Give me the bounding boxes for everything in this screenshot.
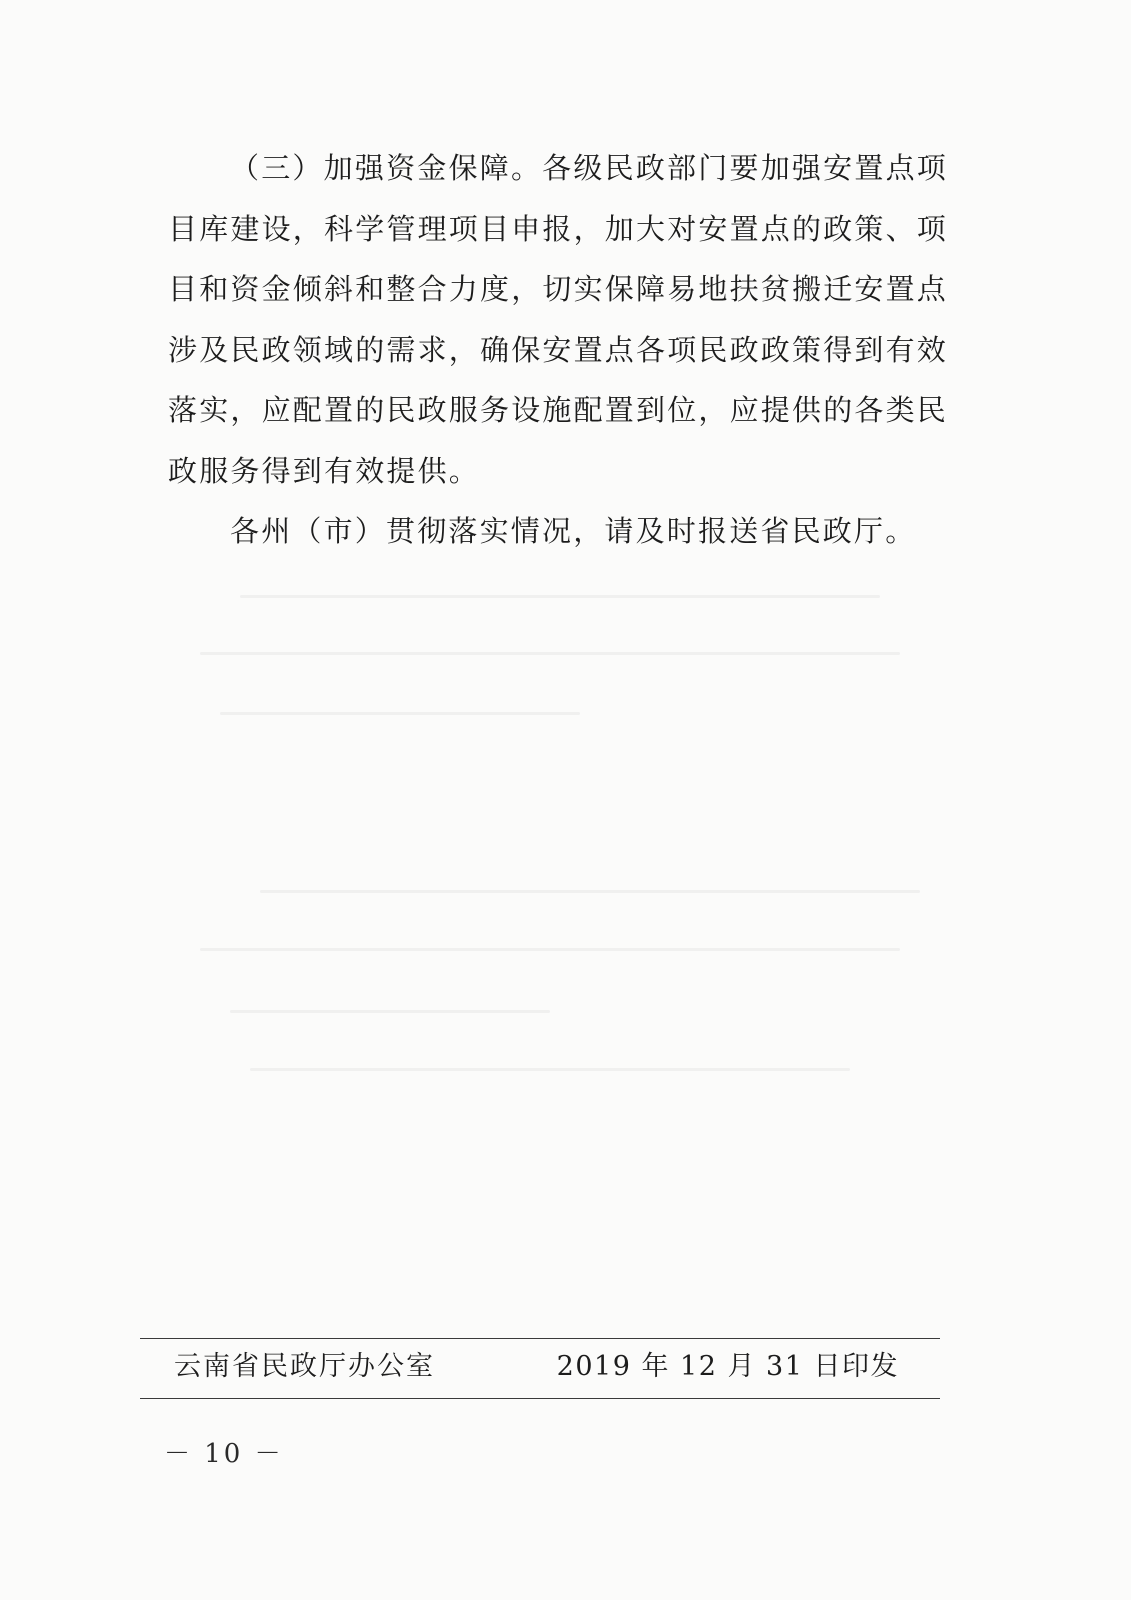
document-body [168, 138, 948, 562]
issuing-office: 云南省民政厅办公室 [174, 1351, 435, 1382]
scan-artifact [220, 712, 580, 715]
scan-artifact [240, 595, 880, 598]
scan-artifact [200, 948, 900, 951]
footer-top-rule [140, 1338, 940, 1339]
paragraph-reporting-request: 各州（市）贯彻落实情况，请及时报送省民政厅。 [230, 514, 917, 548]
page-number: － 10 － [164, 1439, 284, 1469]
footer-bottom-rule [140, 1398, 940, 1399]
paragraph-funding-guarantee: （三）加强资金保障。各级民政部门要加强安置点项目库建设，科学管理项目申报，加大对安置点的政策、项目和资金倾斜和整合力度，切实保障易地扶贫搬迁安置点涉及民政领域的需求，确保安置点各项民政政策得到有效落实，应配置的民政服务设施配置到位，应提供的各类民政服务得到有效提供。 [168, 151, 949, 488]
issue-date: 2019 年 12 月 31 日印发 [556, 1351, 899, 1382]
scan-artifact [250, 1068, 850, 1071]
scan-artifact [260, 890, 920, 893]
scan-artifact [200, 652, 900, 655]
scan-artifact [230, 1010, 550, 1013]
